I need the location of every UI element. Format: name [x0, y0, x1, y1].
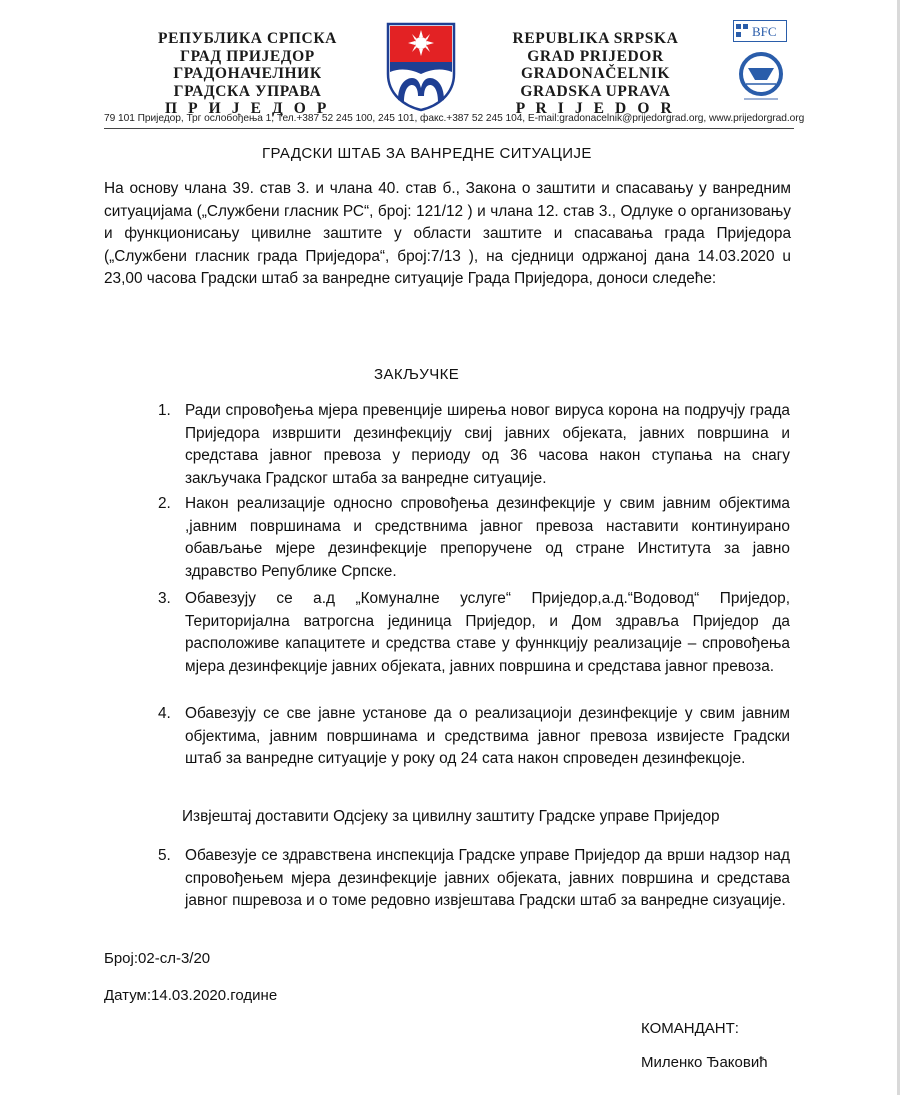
letterhead-latin [488, 30, 703, 118]
intro-paragraph: На основу члана 39. став 3. и члана 40. став б., Закона о заштити и спасавању у ванредним ситуацијама („Службени гласник РС“, број: 121/12 ) и члана 12. став 3., Одлуке о организовању и функционисању цивилне заштите у области заштите и спасавања града Приједора („Службени гласник града Приједора“, број:7/13 ), на сједници одржаној дана 14.03.2020 u 23,00 часова Градски штаб за ванредне ситуације Града Приједора, доноси следеће: [104, 180, 791, 288]
letterhead-line: ГРАД ПРИЈЕДОР [180, 47, 315, 65]
bfc-label: BFC [752, 24, 777, 39]
letterhead-line: П Р И Ј Е Д О Р [165, 100, 330, 117]
report-note: Извјештај доставити Одсјеку за цивилну заштиту Градске управе Приједор [182, 808, 720, 825]
conclusions-heading: ЗАКЉУЧКЕ [374, 366, 460, 383]
list-item-text: Обавезује се здравствена инспекција Градске управе Приједор да врши надзор над спровођењем мјера дезинфекције јавних објеката, јавних површина и средстава јавног пшревоза и о томе редовно извјештава Градски штаб за ванредне сизуације. [185, 847, 790, 910]
list-item-text: Обавезују се све јавне установе да о реализациоји дезинфекције у свим јавним објектима, јавним површинама и средствима јавног превоза извијесте Градски штаб за ванредне ситуације у року од 24 сата након спроведен дезинфекцоје. [185, 705, 790, 768]
letterhead-line: GRADONAČELNIK [520, 65, 671, 82]
letterhead-line: P R I J E D O R [515, 100, 676, 117]
letterhead-line: ГРАДСКА УПРАВА [173, 82, 322, 100]
list-item-number: 5. [158, 847, 171, 864]
bfc-certificate-icon [733, 20, 787, 42]
document-number: Број:02-сл-3/20 [104, 950, 211, 967]
letterhead-line: ГРАДОНАЧЕЛНИК [173, 65, 322, 82]
commander-name: Миленко Ђаковић [641, 1054, 768, 1071]
coat-of-arms-icon [386, 22, 456, 112]
certification-seal-icon [736, 50, 786, 104]
letterhead-line: РЕПУБЛИКА СРПСКА [158, 30, 337, 47]
list-item-text: Обавезују се а.д „Комуналне услуге“ Приједор,а.д.“Водовод“ Приједор, Територијална ватрогсна јединица Приједор, и Дом здравља Приједор да расположиве капацитете и средства ставе у фуннкцију реализације – спровођења мјера дезинфекције јавних објеката, јавних површина и средстава јавног превоза. [185, 590, 790, 675]
list-item-number: 1. [158, 402, 171, 419]
list-item-number: 3. [158, 590, 171, 607]
list-item-text: Ради спровођења мјера превенције ширења новог вируса корона на подручју града Приједора извршити дезинфекцију свиј јавних објеката, јавних површина и средстава јавног превоза у периоду од 36 часова након ступања на снагу закључака Градског штаба за ванредне ситуације. [185, 402, 790, 487]
document-title: ГРАДСКИ ШТАБ ЗА ВАНРЕДНЕ СИТУАЦИЈЕ [262, 145, 592, 162]
letterhead-line: GRADSKA UPRAVA [520, 82, 671, 100]
letterhead-line: REPUBLIKA SRPSKA [512, 30, 679, 47]
letterhead-line: GRAD PRIJEDOR [527, 47, 664, 65]
commander-label: КОМАНДАНТ: [641, 1020, 739, 1037]
list-item-number: 4. [158, 705, 171, 722]
letterhead-cyrillic [140, 30, 355, 118]
document-date: Датум:14.03.2020.године [104, 987, 278, 1004]
list-item-text: Након реализације односно спровођења дезинфекције у свим јавним објектима ,јавним површинама и средствнима јавног превоза наставити континуирано обављање мјере дезинфекције препоручене од стране Института за јавно здравство Републике Српске. [185, 495, 790, 580]
letterhead-divider [104, 128, 794, 129]
list-item-number: 2. [158, 495, 171, 512]
letterhead-contact: 79 101 Приједор, Трг ослобођења 1, Тел.+387 52 245 100, 245 101, факс.+387 52 245 104, E-mail:gradonacelnik@prijedorgrad.org, www.prijedorgrad.org [104, 113, 805, 124]
